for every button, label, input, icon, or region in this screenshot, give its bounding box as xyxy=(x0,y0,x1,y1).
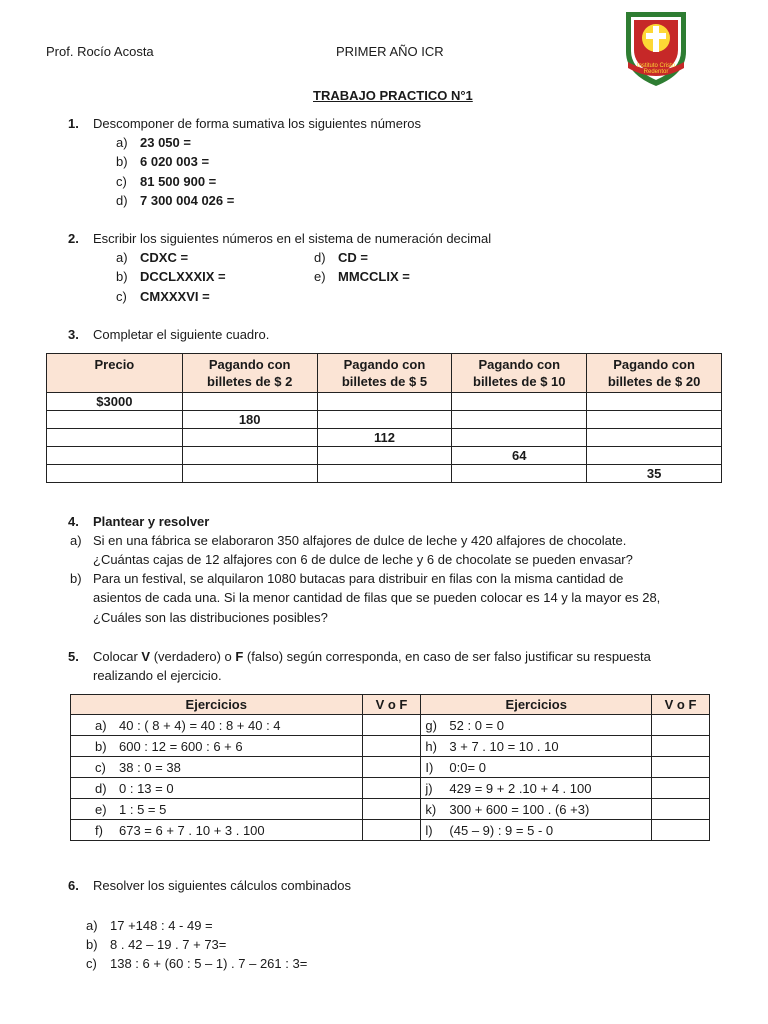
table-cell[interactable] xyxy=(587,393,722,411)
table-cell[interactable]: 112 xyxy=(317,429,452,447)
q1-item: b) 6 020 003 = xyxy=(116,154,210,169)
q5-number: 5. xyxy=(68,649,79,664)
header-cell: Ejercicios xyxy=(71,695,363,715)
q4-text: Plantear y resolver xyxy=(93,514,210,529)
table-cell[interactable] xyxy=(47,429,183,447)
table-row xyxy=(71,778,710,799)
table-cell[interactable] xyxy=(182,429,317,447)
table-cell[interactable] xyxy=(317,465,452,483)
exercise-cell: b) 600 : 12 = 600 : 6 + 6 xyxy=(71,736,363,757)
table-row xyxy=(71,757,710,778)
q6-item: c) 138 : 6 + (60 : 5 – 1) . 7 – 261 : 3= xyxy=(86,956,308,971)
table-cell[interactable] xyxy=(47,411,183,429)
table-cell[interactable] xyxy=(587,429,722,447)
table-cell[interactable]: 35 xyxy=(587,465,722,483)
q4-b-line: Para un festival, se alquilaron 1080 butacas para distribuir en filas con la misma cantidad de xyxy=(93,571,624,586)
header-cell: V o F xyxy=(652,695,710,715)
table-cell[interactable] xyxy=(182,447,317,465)
q6-text: Resolver los siguientes cálculos combinados xyxy=(93,878,351,893)
q3-number: 3. xyxy=(68,327,79,342)
table-row xyxy=(47,447,722,465)
answer-cell[interactable] xyxy=(362,778,421,799)
true-false-table xyxy=(70,694,710,841)
q2-item: a) CDXC = xyxy=(116,250,189,265)
answer-cell[interactable] xyxy=(362,799,421,820)
header-cell: Pagando con billetes de $ 20 xyxy=(587,354,722,393)
exercise-cell: f) 673 = 6 + 7 . 10 + 3 . 100 xyxy=(71,820,363,841)
answer-cell[interactable] xyxy=(362,715,421,736)
teacher-name: Prof. Rocío Acosta xyxy=(46,44,154,59)
answer-cell[interactable] xyxy=(362,757,421,778)
answer-cell[interactable] xyxy=(362,736,421,757)
table-cell[interactable] xyxy=(47,447,183,465)
q1-item: a) 23 050 = xyxy=(116,135,191,150)
q4-b-label: b) xyxy=(70,571,82,586)
q2-item: d) CD = xyxy=(314,250,368,265)
table-row xyxy=(71,799,710,820)
table-cell[interactable] xyxy=(317,393,452,411)
exercise-cell: h) 3 + 7 . 10 = 10 . 10 xyxy=(421,736,652,757)
school-logo xyxy=(624,8,688,88)
answer-cell[interactable] xyxy=(362,820,421,841)
q6-item: a) 17 +148 : 4 - 49 = xyxy=(86,918,213,933)
q4-b-line: asientos de cada una. Si la menor cantidad de filas que se pueden colocar es 14 y la mayor es 28, xyxy=(93,590,661,605)
table-cell[interactable]: $3000 xyxy=(47,393,183,411)
table-cell[interactable] xyxy=(452,429,587,447)
table-row xyxy=(71,715,710,736)
q2-text: Escribir los siguientes números en el sistema de numeración decimal xyxy=(93,231,492,246)
q6-item: b) 8 . 42 – 19 . 7 + 73= xyxy=(86,937,227,952)
q2-item: c) CMXXXVI = xyxy=(116,289,210,304)
table-cell[interactable] xyxy=(182,465,317,483)
q6-number: 6. xyxy=(68,878,79,893)
table-cell[interactable] xyxy=(182,393,317,411)
q5-text: Colocar V (verdadero) o F (falso) según corresponda, en caso de ser falso justificar su respuesta xyxy=(93,649,651,664)
q5-text-cont: realizando el ejercicio. xyxy=(93,668,222,683)
table-header-row xyxy=(47,354,722,393)
q1-item: c) 81 500 900 = xyxy=(116,174,217,189)
exercise-cell: c) 38 : 0 = 38 xyxy=(71,757,363,778)
table-row xyxy=(47,393,722,411)
table-cell[interactable] xyxy=(317,447,452,465)
table-cell[interactable]: 180 xyxy=(182,411,317,429)
table-header-row xyxy=(71,695,710,715)
exercise-cell: d) 0 : 13 = 0 xyxy=(71,778,363,799)
q2-item: e) MMCCLIX = xyxy=(314,269,410,284)
header-cell: Precio xyxy=(47,354,183,393)
table-cell[interactable] xyxy=(452,393,587,411)
q3-text: Completar el siguiente cuadro. xyxy=(93,327,270,342)
exercise-cell: e) 1 : 5 = 5 xyxy=(71,799,363,820)
logo-text: Instituto Cristo Redentor xyxy=(636,63,676,75)
table-cell[interactable] xyxy=(587,447,722,465)
q4-a-label: a) xyxy=(70,533,82,548)
exercise-cell: j) 429 = 9 + 2 .10 + 4 . 100 xyxy=(421,778,652,799)
table-cell[interactable] xyxy=(452,411,587,429)
table-row xyxy=(47,411,722,429)
header-cell: Pagando con billetes de $ 10 xyxy=(452,354,587,393)
q1-number: 1. xyxy=(68,116,79,131)
exercise-cell: l) (45 – 9) : 9 = 5 - 0 xyxy=(421,820,652,841)
header-cell: Ejercicios xyxy=(421,695,652,715)
q1-text: Descomponer de forma sumativa los siguientes números xyxy=(93,116,422,131)
table-cell[interactable] xyxy=(47,465,183,483)
page-title: TRABAJO PRACTICO N°1 xyxy=(313,88,473,103)
answer-cell[interactable] xyxy=(652,820,710,841)
header-cell: Pagando con billetes de $ 5 xyxy=(317,354,452,393)
q2-item: b) DCCLXXXIX = xyxy=(116,269,226,284)
exercise-cell: I) 0:0= 0 xyxy=(421,757,652,778)
table-row xyxy=(71,820,710,841)
exercise-cell: g) 52 : 0 = 0 xyxy=(421,715,652,736)
table-cell[interactable]: 64 xyxy=(452,447,587,465)
q4-b-line: ¿Cuáles son las distribuciones posibles? xyxy=(93,610,328,625)
answer-cell[interactable] xyxy=(652,736,710,757)
course-name: PRIMER AÑO ICR xyxy=(336,44,444,59)
q4-a-line: ¿Cuántas cajas de 12 alfajores con 6 de dulce de leche y 6 de chocolate se pueden envasar? xyxy=(93,552,633,567)
header-cell: V o F xyxy=(362,695,421,715)
table-cell[interactable] xyxy=(317,411,452,429)
answer-cell[interactable] xyxy=(652,757,710,778)
table-cell[interactable] xyxy=(452,465,587,483)
answer-cell[interactable] xyxy=(652,799,710,820)
table-cell[interactable] xyxy=(587,411,722,429)
header-cell: Pagando con billetes de $ 2 xyxy=(182,354,317,393)
exercise-cell: k) 300 + 600 = 100 . (6 +3) xyxy=(421,799,652,820)
q2-number: 2. xyxy=(68,231,79,246)
table-row xyxy=(47,465,722,483)
answer-cell[interactable] xyxy=(652,778,710,799)
answer-cell[interactable] xyxy=(652,715,710,736)
q4-a-line: Si en una fábrica se elaboraron 350 alfajores de dulce de leche y 420 alfajores de chocolate. xyxy=(93,533,627,548)
q1-item: d) 7 300 004 026 = xyxy=(116,193,235,208)
table-row xyxy=(47,429,722,447)
table-row xyxy=(71,736,710,757)
q4-number: 4. xyxy=(68,514,79,529)
exercise-cell: a) 40 : ( 8 + 4) = 40 : 8 + 40 : 4 xyxy=(71,715,363,736)
bills-table xyxy=(46,353,722,483)
